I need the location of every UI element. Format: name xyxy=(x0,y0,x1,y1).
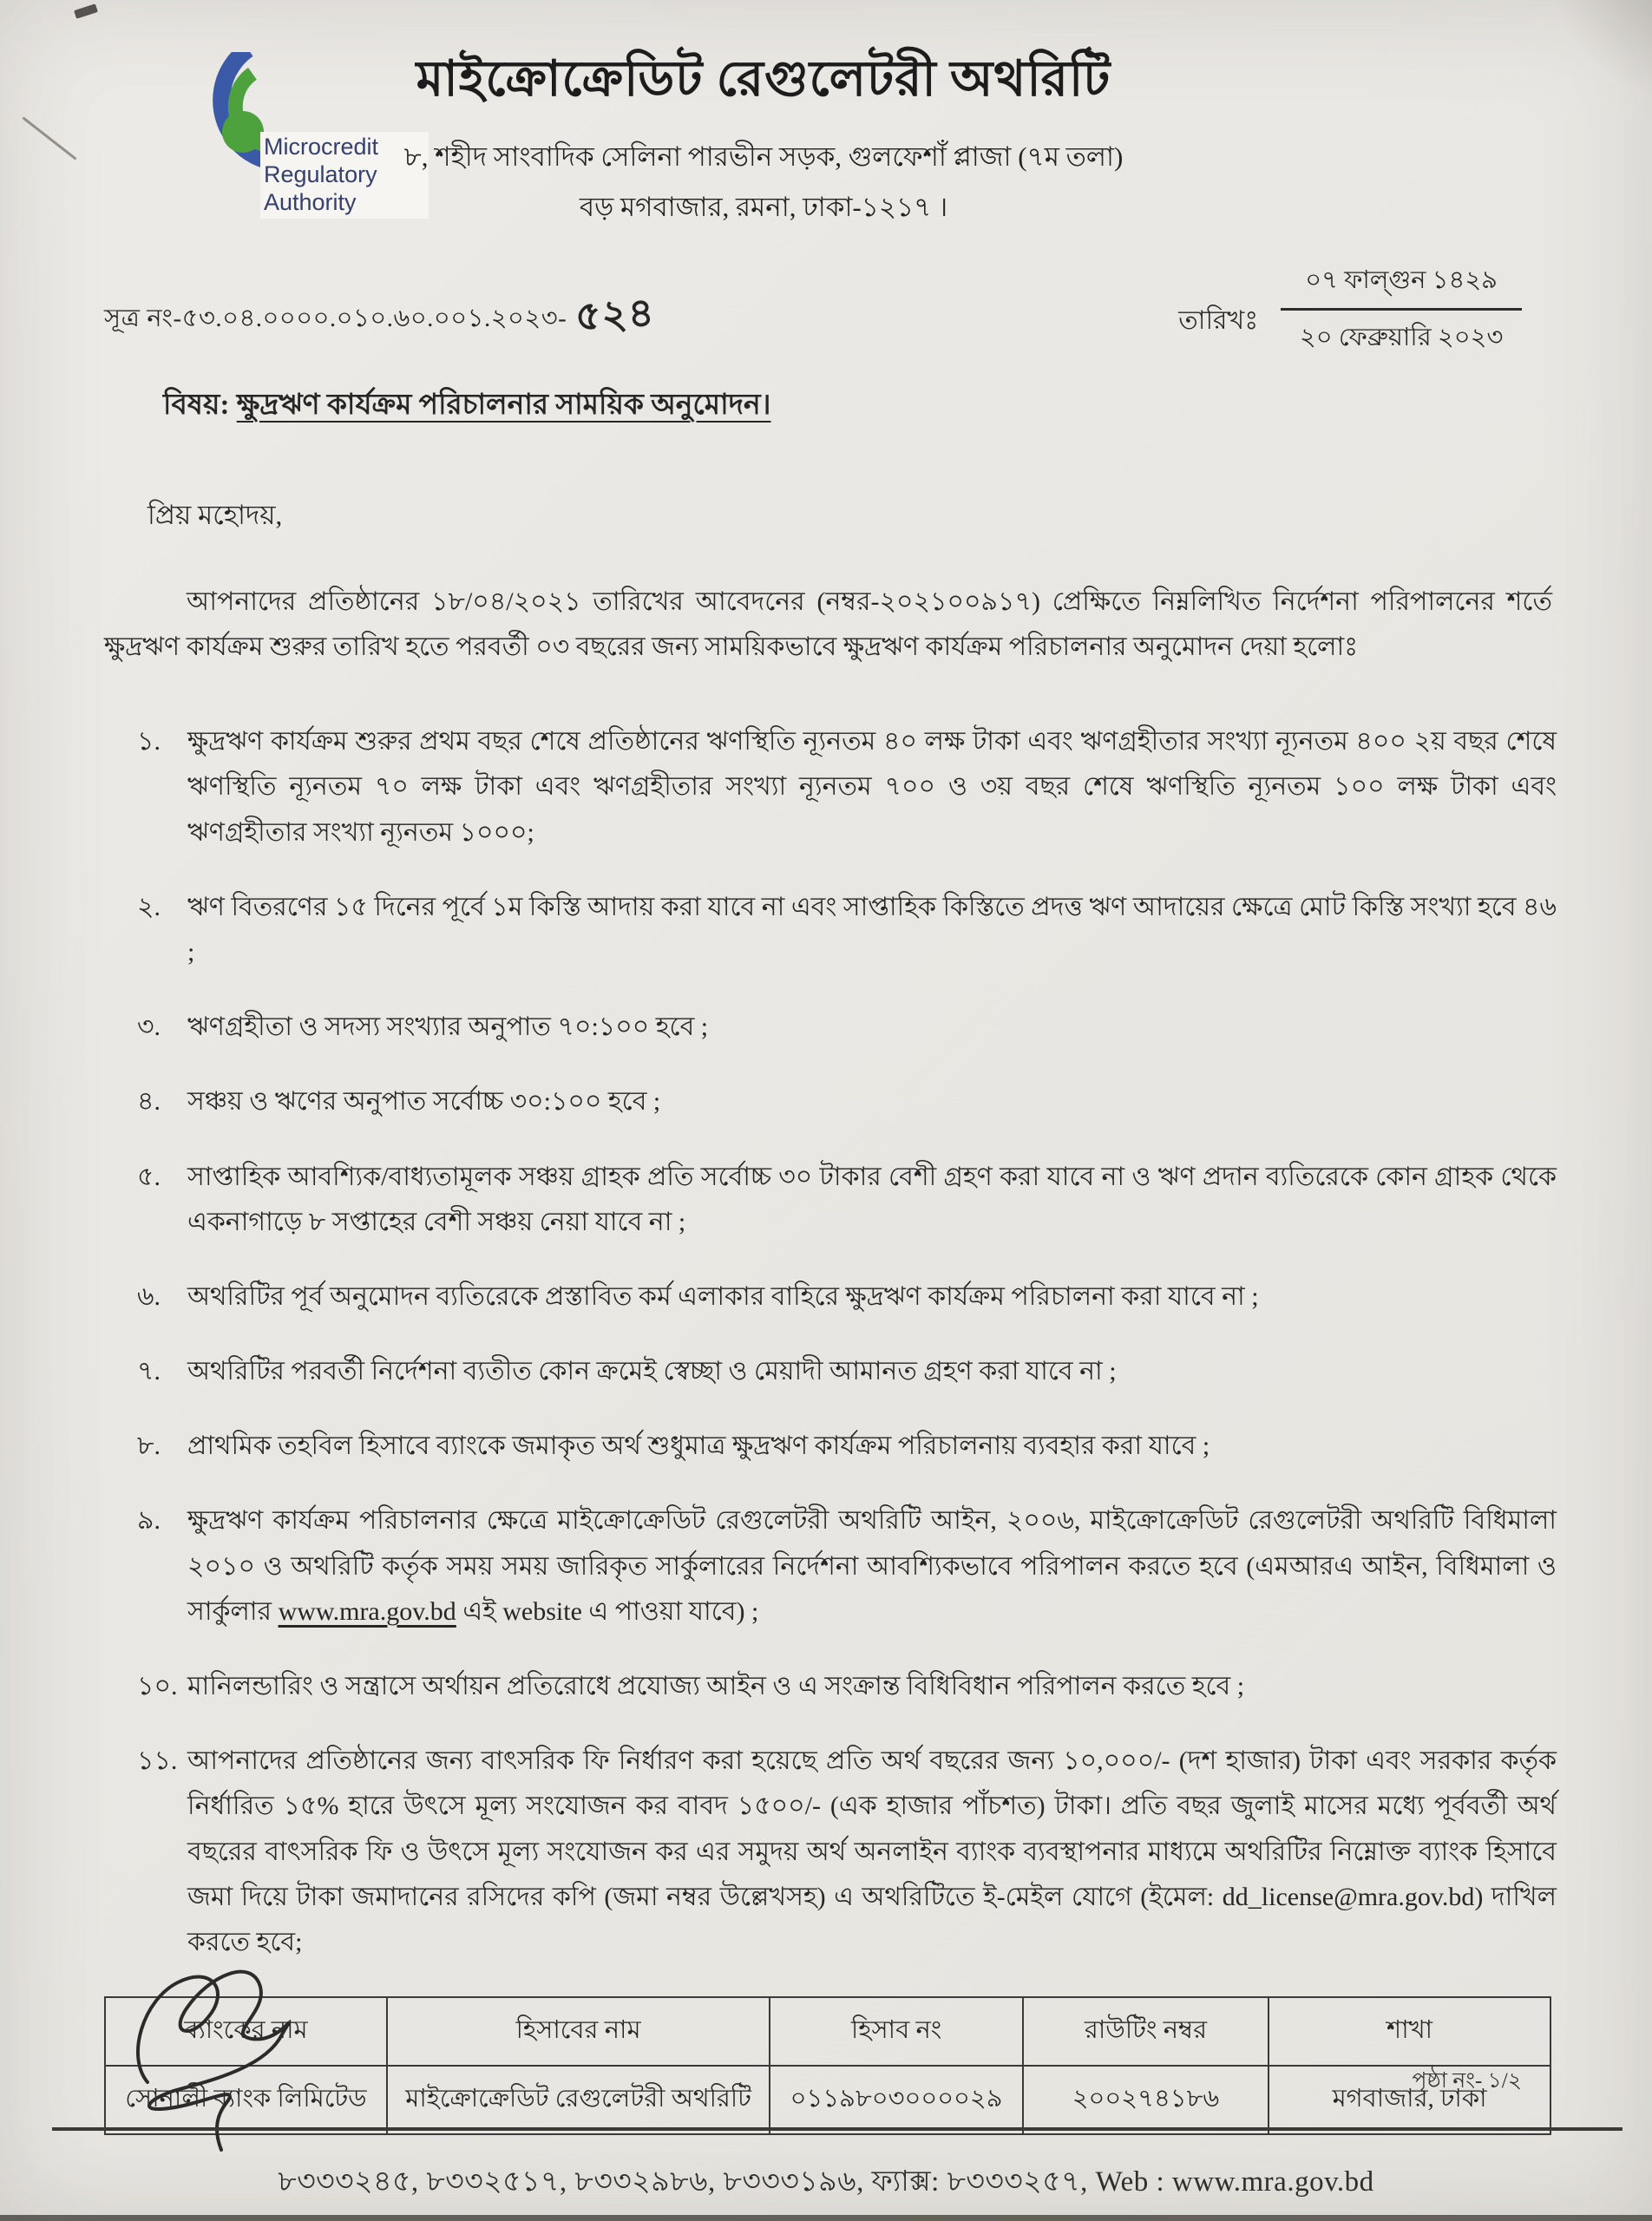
condition-text: আপনাদের প্রতিষ্ঠানের জন্য বাৎসরিক ফি নির্ধারণ করা হয়েছে প্রতি অর্থ বছরের জন্য ১০,০০০/- (দশ হাজার) টাকা এবং সরকার কর্তৃক নির্ধারিত ১৫% হারে উৎসে মূল্য সংযোজন কর বাবদ ১৫০০/- (এক হাজার পাঁচশত) টাকা। প্রতি বছর জুলাই মাসের মধ্যে পূর্ববর্তী অর্থ বছরের বাৎসরিক ফি ও উৎসে মূল্য সংযোজন কর এর সমুদয় অর্থ অনলাইন ব্যাংক ব্যবস্থাপনার মাধ্যমে অথরিটির নিম্নোক্ত ব্যাংক হিসাবে জমা দিয়ে টাকা জমাদানের রসিদের কপি (জমা নম্বর উল্লেখসহ) এ অথরিটিতে ই-মেইল যোগে (ইমেল: dd_license@mra.gov.bd) দাখিল করতে হবে; xyxy=(187,1746,1557,1956)
date-bangla: ০৭ ফাল্গুন ১৪২৯ xyxy=(1281,260,1522,311)
condition-text: ঋণ বিতরণের ১৫ দিনের পূর্বে ১ম কিস্তি আদায় করা যাবে না এবং সাপ্তাহিক কিস্তিতে প্রদত্ত ঋণ আদায়ের ক্ষেত্রে মোট কিস্তি সংখ্যা হবে ৪৬ ; xyxy=(187,892,1557,966)
condition-item-5 xyxy=(137,1155,1557,1245)
reference-number-handwritten: ৫২৪ xyxy=(574,288,656,340)
col-account-name: হিসাবের নাম xyxy=(387,1997,770,2066)
condition-number: ৪. xyxy=(137,1087,161,1117)
condition-number: ৮. xyxy=(137,1432,161,1461)
condition-number: ১. xyxy=(137,727,161,757)
org-address-line2: বড় মগবাজার, রমনা, ঢাকা-১২১৭ । xyxy=(579,192,948,222)
date-label: তারিখঃ xyxy=(1178,306,1259,335)
footer-contact-line: ৮৩৩৩২৪৫, ৮৩৩২৫১৭, ৮৩৩২৯৮৬, ৮৩৩৩১৯৬, ফ্যাক্স: ৮৩৩৩২৫৭, Web : www.mra.gov.bd xyxy=(278,2166,1374,2198)
mra-website-link[interactable]: www.mra.gov.bd xyxy=(278,1596,456,1626)
condition-text: মানিলন্ডারিং ও সন্ত্রাসে অর্থায়ন প্রতিরোধে প্রযোজ্য আইন ও এ সংক্রান্ত বিধিবিধান পরিপালন করতে হবে ; xyxy=(187,1672,1245,1700)
reference-number xyxy=(104,283,654,349)
col-account-number: হিসাব নং xyxy=(770,1997,1023,2066)
condition-text xyxy=(187,1498,1557,1635)
cell-bank-name: সোনালী ব্যাংক লিমিটেড xyxy=(105,2066,387,2134)
col-branch: শাখা xyxy=(1268,1997,1550,2066)
condition-text: ক্ষুদ্রঋণ কার্যক্রম শুরুর প্রথম বছর শেষে প্রতিষ্ঠানের ঋণস্থিতি ন্যূনতম ৪০ লক্ষ টাকা এবং ঋণগ্রহীতার সংখ্যা ন্যূনতম ৪০০ ২য় বছর শেষে ঋণস্থিতি ন্যূনতম ৭০ লক্ষ টাকা এবং ঋণগ্রহীতার সংখ্যা ন্যূনতম ৭০০ ও ৩য় বছর শেষে ঋণস্থিতি ন্যূনতম ১০০ লক্ষ টাকা এবং ঋণগ্রহীতার সংখ্যা ন্যূনতম ১০০০; xyxy=(187,727,1557,847)
col-routing-number: রাউটিং নম্বর xyxy=(1023,1997,1268,2066)
intro-paragraph: আপনাদের প্রতিষ্ঠানের ১৮/০৪/২০২১ তারিখের আবেদনের (নম্বর-২০২১০০৯১৭) প্রেক্ষিতে নিম্নলিখিত নির্দেশনা পরিপালনের শর্তে ক্ষুদ্রঋণ কার্যক্রম শুরুর তারিখ হতে পরবর্তী ০৩ বছরের জন্য সাময়িকভাবে ক্ষুদ্রঋণ কার্যক্রম পরিচালনার অনুমোদন দেয়া হলোঃ xyxy=(104,587,1552,661)
condition-item-8 xyxy=(137,1424,1557,1469)
condition-item-10 xyxy=(137,1664,1557,1709)
date-values xyxy=(1281,260,1522,360)
condition-item-6 xyxy=(137,1274,1557,1320)
condition-9-post: এই website এ পাওয়া যাবে) ; xyxy=(456,1596,759,1626)
signature-icon xyxy=(121,1952,364,2152)
subject-label: বিষয়: xyxy=(163,390,230,421)
condition-number: ৯. xyxy=(137,1506,161,1536)
condition-number: ২. xyxy=(137,892,161,921)
condition-text: সঞ্চয় ও ঋণের অনুপাত সর্বোচ্চ ৩০:১০০ হবে ; xyxy=(187,1087,661,1117)
subject-line xyxy=(163,382,1652,430)
org-title: মাইক্রোক্রেডিট রেগুলেটরী অথরিটি xyxy=(416,52,1111,107)
condition-item-4 xyxy=(137,1079,1557,1124)
subject-text: ক্ষুদ্রঋণ কার্যক্রম পরিচালনার সাময়িক অনুমোদন। xyxy=(236,390,771,421)
condition-number: ৩. xyxy=(137,1012,161,1042)
logo-word-1: Microcredit xyxy=(264,134,379,160)
condition-text: সাপ্তাহিক আবশ্যিক/বাধ্যতামূলক সঞ্চয় গ্রাহক প্রতি সর্বোচ্চ ৩০ টাকার বেশী গ্রহণ করা যাবে না ও ঋণ প্রদান ব্যতিরেকে কোন গ্রাহক থেকে একনাগাড়ে ৮ সপ্তাহের বেশী সঞ্চয় নেয়া যাবে না ; xyxy=(187,1162,1557,1236)
condition-text: প্রাথমিক তহবিল হিসাবে ব্যাংকে জমাকৃত অর্থ শুধুমাত্র ক্ষুদ্রঋণ কার্যক্রম পরিচালনায় ব্যবহার করা যাবে ; xyxy=(187,1432,1210,1461)
condition-item-1 xyxy=(137,719,1557,855)
page-number: পৃষ্ঠা নং- ১/২ xyxy=(1412,2069,1522,2093)
cell-routing-number: ২০০২৭৪১৮৬ xyxy=(1023,2066,1268,2134)
cell-account-name: মাইক্রোক্রেডিট রেগুলেটরী অথরিটি xyxy=(387,2066,770,2134)
condition-number: ১১. xyxy=(137,1746,178,1776)
cell-account-number: ০১১৯৮০৩০০০০২৯ xyxy=(770,2066,1023,2134)
scan-crease-mark xyxy=(22,116,76,160)
condition-item-11 xyxy=(137,1739,1557,1965)
condition-item-9 xyxy=(137,1498,1557,1635)
footer-divider xyxy=(52,2127,1622,2131)
date-gregorian: ২০ ফেব্রুয়ারি ২০২৩ xyxy=(1299,324,1504,351)
handwritten-signature xyxy=(121,1952,364,2152)
conditions-list xyxy=(137,719,1557,1965)
condition-number: ৭. xyxy=(137,1357,161,1386)
condition-item-7 xyxy=(137,1349,1557,1394)
org-address-line1: ৮, শহীদ সাংবাদিক সেলিনা পারভীন সড়ক, গুলফেশাঁ প্লাজা (৭ম তলা) xyxy=(403,141,1124,172)
letterhead-text xyxy=(286,42,1241,232)
scan-fold-shadow xyxy=(1548,0,1652,104)
condition-number: ৬. xyxy=(137,1281,161,1311)
condition-number: ৫. xyxy=(137,1162,161,1191)
salutation: প্রিয় মহোদয়, xyxy=(148,500,283,530)
condition-text: অথরিটির পূর্ব অনুমোদন ব্যতিরেকে প্রস্তাবিত কর্ম এলাকার বাহিরে ক্ষুদ্রঋণ কার্যক্রম পরিচালনা করা যাবে না ; xyxy=(187,1281,1259,1311)
logo-word-3: Authority xyxy=(264,188,357,215)
condition-number: ১০. xyxy=(137,1672,178,1700)
col-bank-name: ব্যাংকের নাম xyxy=(105,1997,387,2066)
condition-text: অথরিটির পরবর্তী নির্দেশনা ব্যতীত কোন ক্রমেই স্বেচ্ছা ও মেয়াদী আমানত গ্রহণ করা যাবে না ; xyxy=(187,1357,1117,1386)
condition-9-pre: ক্ষুদ্রঋণ কার্যক্রম পরিচালনার ক্ষেত্রে মাইক্রোক্রেডিট রেগুলেটরী অথরিটি আইন, ২০০৬, মাইক্রোক্রেডিট রেগুলেটরী অথরিটি বিধিমালা ২০১০ ও অথরিটি কর্তৃক সময় সময় জারিকৃত সার্কুলারের নির্দেশনা আবশ্যিকভাবে পরিপালন করতে হবে (এমআরএ আইন, বিধিমালা ও সার্কুলার xyxy=(187,1506,1557,1626)
date-block xyxy=(1178,260,1522,360)
cell-branch: মগবাজার, ঢাকা xyxy=(1268,2066,1550,2134)
reference-number-printed: সূত্র নং-৫৩.০৪.০০০০.০১০.৬০.০০১.২০২৩- xyxy=(104,305,567,332)
reference-date-row xyxy=(0,260,1652,373)
scan-bottom-edge xyxy=(0,2215,1652,2221)
condition-item-2 xyxy=(137,885,1557,975)
condition-text: ঋণগ্রহীতা ও সদস্য সংখ্যার অনুপাত ৭০:১০০ হবে ; xyxy=(187,1012,709,1042)
letter-body xyxy=(0,382,1652,2135)
condition-item-3 xyxy=(137,1005,1557,1050)
scan-corner-mark xyxy=(74,3,98,19)
logo-word-2: Regulatory xyxy=(264,161,377,187)
